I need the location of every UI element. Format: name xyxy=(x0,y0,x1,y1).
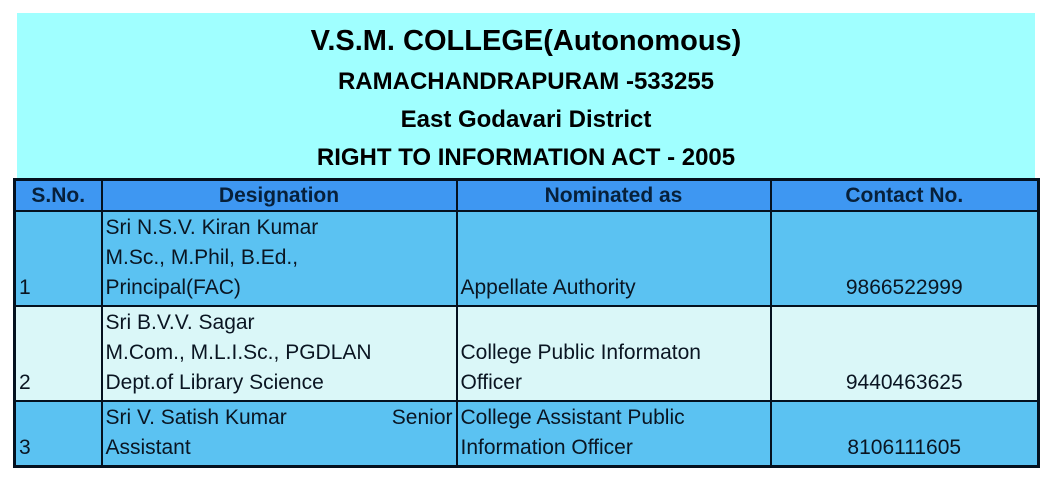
table-header-row xyxy=(15,180,1039,212)
designation-name: Sri V. Satish Kumar xyxy=(105,406,287,429)
nominated-line: College Public Informaton xyxy=(460,341,701,364)
rti-act-title: RIGHT TO INFORMATION ACT - 2005 xyxy=(316,144,736,171)
designation-cell xyxy=(102,211,457,306)
designation-cell xyxy=(102,401,457,467)
table-row-2 xyxy=(15,306,1039,401)
contact-no-cell: 9866522999 xyxy=(771,211,1039,306)
sno-cell: 2 xyxy=(15,306,102,401)
designation-line: M.Com., M.L.I.Sc., PGDLAN xyxy=(105,341,372,364)
designation-line: M.Sc., M.Phil, B.Ed., xyxy=(105,246,299,269)
college-location: RAMACHANDRAPURAM -533255 xyxy=(337,68,715,95)
contact-no-cell: 8106111605 xyxy=(771,401,1039,467)
nominated-line: Appellate Authority xyxy=(460,276,636,299)
designation-cell xyxy=(102,306,457,401)
table-row-3 xyxy=(15,401,1039,467)
designation-line: Dept.of Library Science xyxy=(105,371,324,394)
col-header-contact-no: Contact No. xyxy=(771,180,1039,212)
nominated-line: College Assistant Public xyxy=(460,406,685,429)
col-header-sno: S.No. xyxy=(15,180,102,212)
nominated-as-cell xyxy=(457,211,771,306)
designation-line: Sri N.S.V. Kiran Kumar xyxy=(105,216,319,239)
col-header-designation: Designation xyxy=(102,180,457,212)
col-header-nominated-as: Nominated as xyxy=(457,180,771,212)
sno-cell: 1 xyxy=(15,211,102,306)
college-district: East Godavari District xyxy=(400,106,652,133)
designation-line xyxy=(106,403,453,433)
rti-officers-table xyxy=(13,178,1040,468)
nominated-as-cell xyxy=(457,306,771,401)
designation-title-part: Senior xyxy=(391,406,453,429)
nominated-line: Information Officer xyxy=(460,436,633,459)
designation-line: Sri B.V.V. Sagar xyxy=(105,311,255,334)
college-title-block xyxy=(17,13,1035,178)
designation-line: Principal(FAC) xyxy=(105,276,241,299)
nominated-line: Officer xyxy=(460,371,522,394)
college-name: V.S.M. COLLEGE(Autonomous) xyxy=(310,25,742,57)
nominated-as-cell xyxy=(457,401,771,467)
designation-line: Assistant xyxy=(105,436,191,459)
table-row-1 xyxy=(15,211,1039,306)
contact-no-cell: 9440463625 xyxy=(771,306,1039,401)
sno-cell: 3 xyxy=(15,401,102,467)
